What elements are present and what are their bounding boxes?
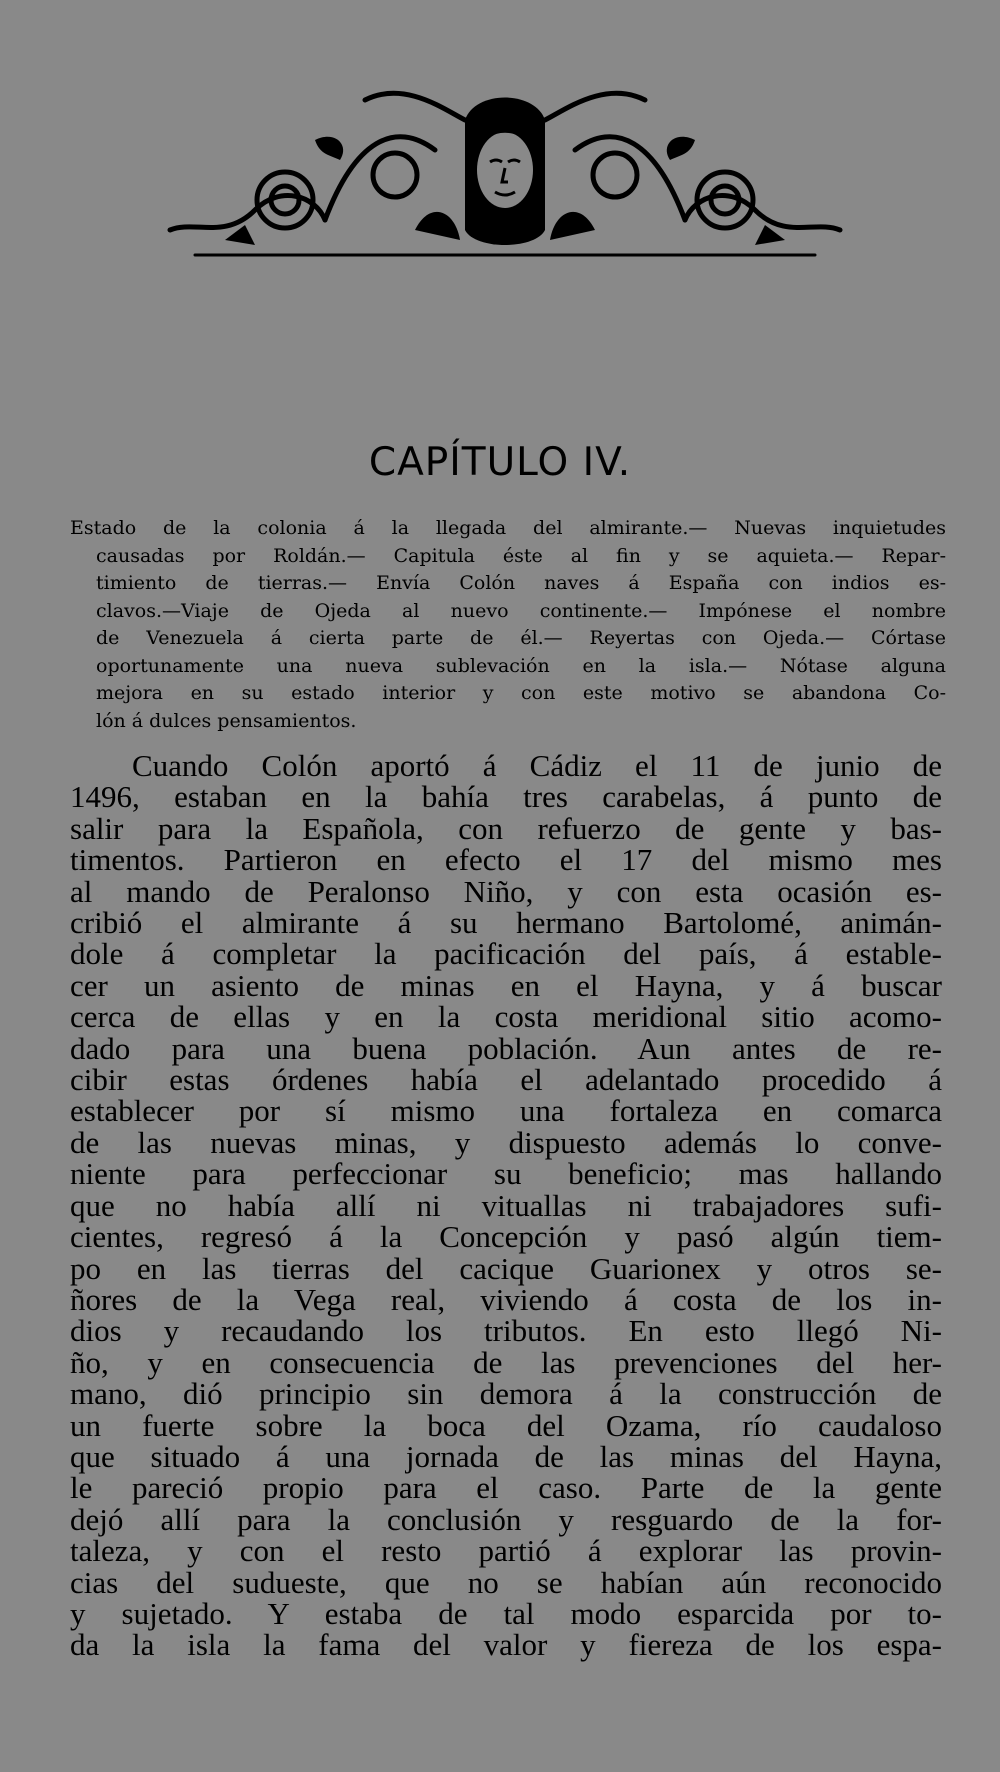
body-line: cribió el almirante á su hermano Bartolomé, animán- bbox=[70, 905, 942, 941]
body-paragraph bbox=[70, 750, 942, 1661]
body-line: dejó allí para la conclusión y resguardo de la for- bbox=[70, 1501, 942, 1537]
body-line: cer un asiento de minas en el Hayna, y á buscar bbox=[70, 967, 942, 1003]
summary-line: lón á dulces pensamientos. bbox=[96, 709, 357, 732]
body-line: de las nuevas minas, y dispuesto además lo conve- bbox=[70, 1124, 942, 1160]
body-line: cibir estas órdenes había el adelantado procedido á bbox=[70, 1062, 942, 1098]
body-line: mano, dió principio sin demora á la construcción de bbox=[70, 1376, 942, 1412]
body-line: cerca de ellas y en la costa meridional sitio acomo- bbox=[70, 999, 942, 1035]
body-line: establecer por sí mismo una fortaleza en comarca bbox=[70, 1093, 942, 1129]
body-line: ño, y en consecuencia de las prevenciones del her- bbox=[70, 1344, 942, 1380]
body-line: le pareció propio para el caso. Parte de la gente bbox=[70, 1470, 942, 1506]
body-line: cientes, regresó á la Concepción y pasó algún tiem- bbox=[70, 1219, 942, 1255]
body-line: cias del sudueste, que no se habían aún reconocido bbox=[70, 1564, 942, 1600]
body-line: que situado á una jornada de las minas del Hayna, bbox=[70, 1438, 942, 1474]
body-line: 1496, estaban en la bahía tres carabelas, á punto de bbox=[70, 779, 942, 815]
body-line: y sujetado. Y estaba de tal modo esparcida por to- bbox=[70, 1595, 942, 1631]
summary-line: de Venezuela á cierta parte de él.— Reyertas con Ojeda.— Córtase bbox=[96, 627, 946, 649]
body-line: niente para perfeccionar su beneficio; mas hallando bbox=[70, 1156, 942, 1192]
body-line: dios y recaudando los tributos. En esto llegó Ni- bbox=[70, 1313, 942, 1349]
body-line: dole á completar la pacificación del país, á estable- bbox=[70, 936, 942, 972]
summary-line: oportunamente una nueva sublevación en la isla.— Nótase alguna bbox=[96, 654, 946, 677]
summary-line: clavos.—Viaje de Ojeda al nuevo continente.— Impónese el nombre bbox=[96, 599, 946, 622]
body-line: que no había allí ni vituallas ni trabajadores sufi- bbox=[70, 1187, 942, 1223]
body-line: dado para una buena población. Aun antes de re- bbox=[70, 1030, 942, 1066]
body-line: da la isla la fama del valor y fiereza de los espa- bbox=[70, 1627, 942, 1663]
summary-line: timiento de tierras.— Envía Colón naves á España con indios es- bbox=[96, 572, 946, 594]
chapter-title: CAPÍTULO IV. bbox=[368, 440, 632, 485]
body-line: po en las tierras del cacique Guarionex y otros se- bbox=[70, 1250, 942, 1286]
body-line: Cuando Colón aportó á Cádiz el 11 de junio de bbox=[132, 748, 942, 783]
summary-line: causadas por Roldán.— Capitula éste al fin y se aquieta.— Repar- bbox=[96, 544, 946, 567]
body-line: ñores de la Vega real, viviendo á costa de los in- bbox=[70, 1281, 942, 1317]
chapter-summary bbox=[70, 515, 946, 735]
summary-line: Estado de la colonia á la llegada del almirante.— Nuevas inquietudes bbox=[70, 517, 946, 539]
body-line: timentos. Partieron en efecto el 17 del mismo mes bbox=[70, 842, 942, 878]
body-line: salir para la Española, con refuerzo de gente y bas- bbox=[70, 810, 942, 846]
summary-line: mejora en su estado interior y con este motivo se abandona Co- bbox=[96, 682, 946, 704]
body-line: taleza, y con el resto partió á explorar las provin- bbox=[70, 1533, 942, 1569]
body-line: al mando de Peralonso Niño, y con esta ocasión es- bbox=[70, 873, 942, 909]
body-line: un fuerte sobre la boca del Ozama, río caudaloso bbox=[70, 1407, 942, 1443]
decorative-headpiece-ornament bbox=[165, 80, 845, 265]
